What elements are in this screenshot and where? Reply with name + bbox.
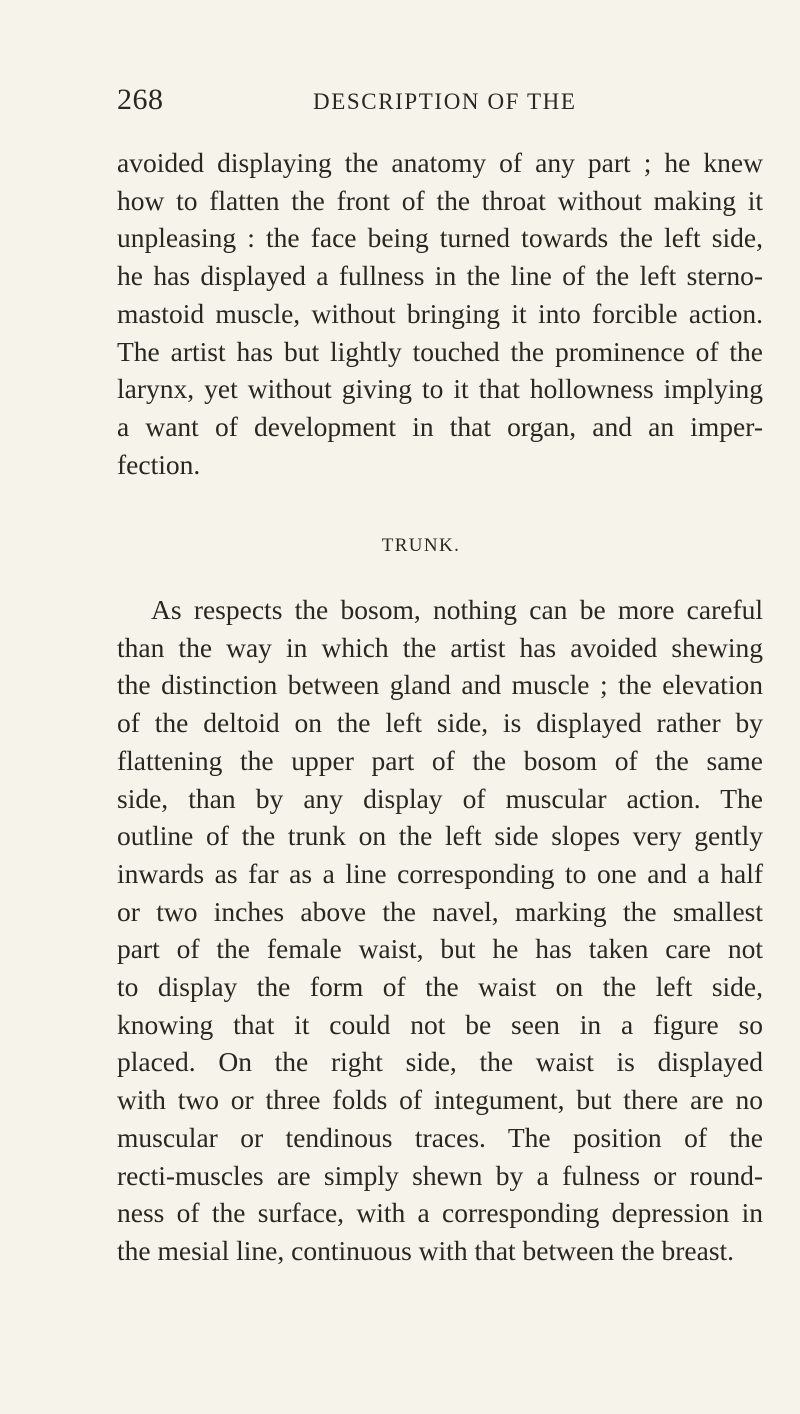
text-line: side, than by any display of muscular action. The — [117, 782, 763, 814]
text-line: inwards as far as a line corresponding to one and a half — [117, 857, 763, 889]
text-line: or two inches above the navel, marking the smallest — [117, 895, 763, 927]
text-line: flattening the upper part of the bosom of the same — [117, 744, 763, 776]
text-line: of the deltoid on the left side, is displayed rather by — [117, 707, 763, 739]
text-line: ness of the surface, with a corresponding depression in — [117, 1197, 763, 1229]
text-line: with two or three folds of integument, but there are no — [117, 1084, 763, 1116]
text-line: avoided displaying the anatomy of any part ; he knew — [117, 147, 763, 178]
running-head: DESCRIPTION OF THE — [313, 89, 577, 114]
text-line: The artist has but lightly touched the prominence of the — [117, 335, 763, 367]
text-line: muscular or tendinous traces. The position of the — [117, 1121, 763, 1153]
text-line: the mesial line, continuous with that between the breast. — [117, 1234, 735, 1266]
section-heading-trunk: TRUNK. — [381, 535, 461, 556]
text-line: larynx, yet without giving to it that hollowness implying — [117, 373, 763, 405]
text-line: to display the form of the waist on the left side, — [117, 971, 763, 1003]
text-line: unpleasing : the face being turned towards the left side, — [117, 222, 763, 254]
text-line: a want of development in that organ, and an imper- — [117, 410, 763, 442]
text-line: knowing that it could not be seen in a figure so — [117, 1008, 763, 1040]
paragraph-trunk — [117, 591, 763, 1270]
page-number: 268 — [117, 83, 164, 116]
text-line: how to flatten the front of the throat without making it — [117, 184, 763, 216]
text-line: outline of the trunk on the left side slopes very gently — [117, 820, 763, 852]
text-line: than the way in which the artist has avoided shewing — [117, 631, 763, 663]
text-line: As respects the bosom, nothing can be more careful — [151, 594, 763, 625]
text-line: mastoid muscle, without bringing it into forcible action. — [117, 297, 763, 329]
paragraph-throat — [117, 144, 763, 483]
text-line: part of the female waist, but he has taken care not — [117, 933, 763, 965]
text-line: the distinction between gland and muscle ; the elevation — [117, 669, 763, 701]
text-line: recti-muscles are simply shewn by a fulness or round- — [117, 1159, 763, 1191]
text-line: placed. On the right side, the waist is displayed — [117, 1046, 763, 1078]
text-line: fection. — [117, 448, 201, 480]
text-line: he has displayed a fullness in the line of the left sterno- — [117, 260, 763, 292]
